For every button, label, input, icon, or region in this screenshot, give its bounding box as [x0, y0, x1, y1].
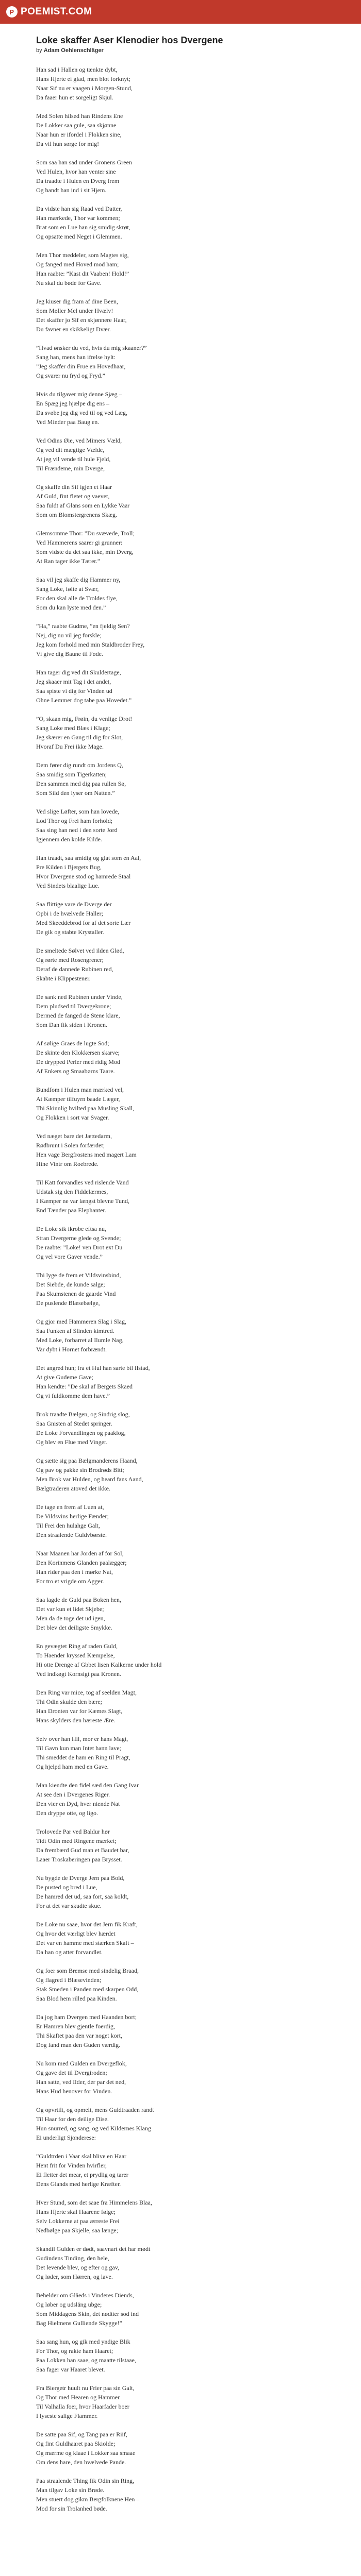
- poem-line: Du favner en skikkeligt Dvær.: [36, 326, 111, 333]
- poem-line: Og ved dit mægtige Vælde,: [36, 446, 105, 453]
- poem-line: De skinte den Klokkersen skarve;: [36, 1049, 120, 1056]
- poem-line: Nedbølge paa Skjelle, saa længe;: [36, 2227, 118, 2234]
- poem-line: En gevægtet Ring af raden Guld,: [36, 1642, 118, 1650]
- stanza: [36, 2244, 325, 2281]
- poem-line: Og løder, som Hørren, og lave.: [36, 2273, 113, 2280]
- poem-line: Saa Gnisten af Stedet springer.: [36, 1420, 112, 1427]
- poem-line: At see den i Dvergenes Riger.: [36, 1791, 110, 1798]
- poem-line: Mod for sin Trolanhed bøde.: [36, 2505, 107, 2512]
- stanza: [36, 1085, 325, 1122]
- poem-line: Og gjor med Hammeren Slag i Slag,: [36, 1318, 126, 1325]
- poem-line: Jeg kiuser dig fram af dine Been,: [36, 298, 118, 305]
- stanza: [36, 1641, 325, 1679]
- poem-line: Om dens hare, den hvælvede Pande.: [36, 2459, 126, 2466]
- poem-line: Med Loke, forbarret al Ilumle Nag,: [36, 1336, 124, 1344]
- poem-line: Da faaer hun et sorgeligt Skjul.: [36, 94, 113, 101]
- poem-line: I Kæmper ne var længst blevne Tund,: [36, 1197, 129, 1205]
- poem-line: Glemsomme Thor: ”Du svævede, Troll;: [36, 530, 135, 537]
- poem-line: De smeltede Sølvet ved ilden Glød,: [36, 947, 124, 954]
- poem-line: Den straalende Guldvbørste.: [36, 1531, 107, 1538]
- poem-line: Saa sing han ned i den sorte Jord: [36, 826, 118, 834]
- poem-line: Han mærkede, Thor var kommen;: [36, 214, 120, 222]
- poem-line: Saa sang hun, og gik med yndige Blik: [36, 2338, 130, 2345]
- poem-line: Den dryppe otte, og ligo.: [36, 1809, 98, 1817]
- poem-line: Da vidste han sig Raad ved Datter,: [36, 205, 122, 212]
- stanza: [36, 1456, 325, 1493]
- poem-line: Ei fletter det mear, et prydlig og tarer: [36, 2171, 128, 2178]
- stanza: [36, 853, 325, 890]
- poem-line: To Haender kryssed Kæmpelse,: [36, 1652, 115, 1659]
- poem-line: Selv Lokkerne at paa ærreste Frei: [36, 2217, 120, 2225]
- stanza: [36, 1781, 325, 1818]
- poem-line: Den vier en Dyd, hver niende Nat: [36, 1800, 120, 1807]
- poem-line: De Lokker saa gule, saa skjønne: [36, 122, 117, 129]
- poem-line: Brok traadte Bælgen, og Sindrig slog,: [36, 1411, 130, 1418]
- poem-line: De Loke sik ikrobe eftsa nu,: [36, 1225, 106, 1232]
- stanza: [36, 65, 325, 102]
- stanza: [36, 1549, 325, 1586]
- poem-line: Den Ring var mice, tog af seelden Magt,: [36, 1689, 137, 1696]
- poem-line: Men Brok var Hulden, og heard fans Aand,: [36, 1476, 143, 1483]
- poem-line: Jeg skærer en Gang til dig for Slot,: [36, 734, 123, 741]
- logo-icon: P: [6, 6, 18, 18]
- poem-line: At Ran tager ikke Tærer.”: [36, 557, 101, 565]
- poem-line: Thi lyge de frem et Vildsvinsbind,: [36, 1272, 121, 1279]
- poem-line: Og flagred i Blæsevinden;: [36, 1976, 102, 1984]
- stanza: [36, 1920, 325, 1957]
- stanza: [36, 482, 325, 519]
- poem-line: Skabte i Klippestener.: [36, 975, 91, 982]
- poem-line: Hent frit for Vinden hvirfler,: [36, 2162, 107, 2169]
- poem-line: Naar Sif nu er vaagen i Morgen-Stund,: [36, 84, 133, 92]
- poem-line: Som saa han sad under Gronens Green: [36, 159, 132, 166]
- stanza: [36, 807, 325, 844]
- poem-line: Da svøbe jeg dig ved til og ved Læg,: [36, 409, 127, 416]
- poem-line: Paa straalende Thing fik Odin sin Ring,: [36, 2477, 135, 2484]
- poem-line: Hine Vintr om Roebrede.: [36, 1160, 99, 1167]
- poem-line: Og svarer nu fryd og Fryd.”: [36, 372, 105, 379]
- poem-line: Det skaffer jo Sif en skjønnere Haar,: [36, 316, 127, 324]
- poem-line: Sang Loke med Blæs i Klage;: [36, 724, 110, 732]
- poem-line: Nu bygde de Dverge Jern paa Bold,: [36, 1874, 125, 1882]
- poem-line: Ved Hulen, hvor han venter sine: [36, 168, 116, 175]
- poem-line: Ved Hammerens saarer gi grunner:: [36, 539, 123, 546]
- poem-line: Behelder om Gläeds i Vinderes Diends,: [36, 2292, 134, 2299]
- poem-line: Som Møller Mel under Hvælv!: [36, 307, 113, 314]
- poem-line: Hans Hud henover for Vinden.: [36, 2088, 112, 2095]
- poem-line: Rødbrunt i Solen forfærdet;: [36, 1142, 105, 1149]
- poem-line: Den Korinmens Glanden paalægger;: [36, 1559, 127, 1566]
- poem-line: Saa flittige vare de Dverge der: [36, 901, 112, 908]
- poem-line: Ved Sindets blaalige Lue.: [36, 882, 100, 889]
- poem-line: Til Haar for den deilige Dise.: [36, 2115, 109, 2123]
- poem-line: Lod Thor og Frei ham forhold;: [36, 817, 113, 824]
- poem-line: At give Gudeme Gave;: [36, 1374, 93, 1381]
- poem-line: Hans Hjerte skal Haarene følge;: [36, 2208, 116, 2215]
- poem-line: Saa lagde de Guld paa Boken hen,: [36, 1596, 121, 1603]
- poem-line: Jeg skaaer mit Tag i det andet,: [36, 678, 111, 685]
- poem-line: Dermed de fanged de Stene klare,: [36, 1012, 120, 1019]
- poem-line: Det Siebde, de kunde salge;: [36, 1281, 105, 1288]
- stanza: [36, 250, 325, 287]
- poem-byline: [36, 47, 325, 54]
- poem-line: Fra Biergetr huult nu Frier paa sin Galt,: [36, 2384, 135, 2392]
- poem-line: Da jog ham Dvergen med Haanden bort;: [36, 2013, 137, 2021]
- poem-line: ”Ha,” raabte Gudme, ”en fjeldig Sen?: [36, 622, 130, 630]
- poem-line: For tro et vrigde om Agger.: [36, 1578, 104, 1585]
- poem-line: Da traadte i Hulen en Dverg frem: [36, 177, 120, 184]
- poem-line: Og hjelpd ham med en Gave.: [36, 1763, 109, 1770]
- poem-line: Bælgtraderen atoved det ikke.: [36, 1485, 110, 1492]
- stanza: [36, 1734, 325, 1771]
- poem-line: For at det var skudte skue.: [36, 1902, 102, 1909]
- poem-line: Han kendte: ”De skal af Bergets Skaed: [36, 1383, 133, 1390]
- poem-line: De drypped Perler med ridig Mod: [36, 1058, 120, 1065]
- poem-line: Sang Loke, følte at Svær,: [36, 585, 99, 592]
- stanza: [36, 436, 325, 473]
- poem-line: Og pav og pakke sin Brodrøds Bitt;: [36, 1466, 124, 1473]
- poem-line: Naar hun er ifordel i Flokken sine,: [36, 131, 122, 138]
- poem-line: Gudindens Tinding, den hele,: [36, 2255, 109, 2262]
- poem-line: Dog fand man den Guden værdig.: [36, 2041, 121, 2048]
- poem-line: Da vil hun sørge for mig!: [36, 140, 100, 147]
- site-header: [0, 0, 361, 24]
- poem-line: Ved slige Løfter, som han lovede,: [36, 808, 120, 815]
- stanza: [36, 2383, 325, 2420]
- poem-line: Og opsatte med Neget i Glemmen.: [36, 233, 122, 240]
- poem-line: Og opvrtilt, og opmelt, mens Guldtraaden randt: [36, 2106, 154, 2113]
- poem-line: Naar Maanen har Jorden af for Sol,: [36, 1550, 124, 1557]
- stanza: [36, 2198, 325, 2235]
- poem-line: De sank ned Rubinen under Vinde,: [36, 993, 123, 1001]
- poem-line: Han traadt, saa smidig og glat som en Aal,: [36, 854, 141, 861]
- stanza: [36, 760, 325, 798]
- poem-line: Brat som en Lue han sig smidig skrøt,: [36, 224, 130, 231]
- poem-line: De Loke nu saae, hvor det Jern fik Kraft,: [36, 1921, 138, 1928]
- poem-line: Og foer som Bremse med sindelig Braad,: [36, 1967, 139, 1974]
- poem-line: Og Flokken i sort var Svager.: [36, 1114, 109, 1121]
- poem-line: Saa smidig som Tigerkatten;: [36, 771, 107, 778]
- poem-line: Det levende blev, og efter og gav,: [36, 2264, 120, 2271]
- poem-line: Paa Skumstenen de gaarde Vind: [36, 1290, 116, 1297]
- poem-line: Stran Dvergerne glede og Svende;: [36, 1234, 121, 1242]
- stanza: [36, 1966, 325, 2003]
- poem-line: Men da de toge det ud igen,: [36, 1615, 105, 1622]
- stanza: [36, 204, 325, 241]
- poem-line: Men Thor meddeler, som Magtes sig,: [36, 251, 129, 259]
- poem-line: Thi Odin skulde den bære;: [36, 1698, 102, 1705]
- stanza: [36, 1270, 325, 1308]
- poem-line: Saa fager var Haaret blevet.: [36, 2366, 105, 2373]
- poem-line: Ohne Lemmer dog tabe paa Hovedet.”: [36, 697, 132, 704]
- poem-line: De hamred det ud, saa fort, saa koldt,: [36, 1893, 129, 1900]
- poem-line: Man kiendte den fidel sæd den Gang Ivar: [36, 1782, 139, 1789]
- poem-line: Tidt Odin med Ringene mærket;: [36, 1837, 117, 1844]
- poem-line: Og fanged med Hoved mod ham;: [36, 261, 119, 268]
- poem-line: Det angred hun; fra et Hul han sarte bil Ilstad,: [36, 1364, 150, 1371]
- poem-line: At Kæmper tilfuyrn baade Læger,: [36, 1095, 120, 1103]
- stanza: [36, 1688, 325, 1725]
- poem-line: Stak Smeden i Panden med skarpen Odd,: [36, 1986, 139, 1993]
- poem-line: Nu kom med Gulden en Dvergeflok,: [36, 2060, 127, 2067]
- poem-line: Bundfom i Hulen man mærked vel,: [36, 1086, 124, 1093]
- stanza: [36, 1873, 325, 1910]
- poem-line: Vi give dig Baune til Føde.: [36, 650, 103, 657]
- poem-line: At jeg vil vende til hule Fjeld,: [36, 455, 111, 463]
- poem-line: Er Hamren blev gjentle foerdig,: [36, 2023, 115, 2030]
- stanza: [36, 1039, 325, 1076]
- poem-line: De raabte: ”Loke! ven Drot ext Du: [36, 1244, 123, 1251]
- poem-line: Som om Blomstergrenens Skæg.: [36, 511, 118, 518]
- poem-line: Den sammen med dig paa rullen Sø,: [36, 780, 126, 787]
- stanza: [36, 2012, 325, 2049]
- poem-line: Thi Skaftet paa den var noget kort,: [36, 2032, 122, 2039]
- poem-line: De satte paa Sif, og Tang paa er Riif,: [36, 2431, 127, 2438]
- poem-line: Hvoraf Du Frei ikke Mage.: [36, 743, 104, 750]
- poem-line: Paa Lokken han saae, og maatte tilstaae,: [36, 2357, 136, 2364]
- poem-body: [36, 65, 325, 2513]
- poem-line: Sang han, mens han ifrelse hylt:: [36, 353, 116, 361]
- stanza: [36, 529, 325, 566]
- stanza: [36, 575, 325, 612]
- poem-line: Som Middagens Skin, det nødtter sod ind: [36, 2310, 139, 2317]
- poem-line: De Vildsvins herlige Fænder;: [36, 1513, 109, 1520]
- poem-line: Bag Hielmens Gulliende Skygge!”: [36, 2319, 122, 2327]
- poem-line: Og sætte sig paa Bælgmanderens Haand,: [36, 1457, 138, 1464]
- poem-line: Opbi i de hvælvede Haller;: [36, 910, 103, 917]
- author-link[interactable]: Adam Oehlenschläger: [43, 47, 104, 54]
- poem-line: Og vi fuldkomme dem have.”: [36, 1392, 110, 1399]
- poem-line: En Spæg jeg hjælpe dig ens –: [36, 400, 109, 407]
- poem-line: Trolovede Par ved Baldur hør: [36, 1828, 110, 1835]
- poem-line: Han tager dig ved dit Skuldertage,: [36, 669, 121, 676]
- poem-line: Og mærme og klaae i Lokker saa smaae: [36, 2449, 136, 2456]
- stanza: [36, 2151, 325, 2189]
- poem-line: Til Gavn kun man Intet hann lave;: [36, 1744, 121, 1752]
- stanza: [36, 2291, 325, 2328]
- poem-line: Med Solen hilsed han Rindens Ene: [36, 112, 123, 120]
- poem-line: Ved Odins Øie, ved Mimers Væld,: [36, 437, 122, 444]
- poem-line: Og skaffe din Sif igjen et Haar: [36, 483, 112, 490]
- poem-line: Hans skylders den hæreste Ære.: [36, 1717, 116, 1724]
- poem-line: Hun snurred, og sang, og ved Kildernes Klang: [36, 2125, 151, 2132]
- poem-line: Dens Glands med herlige Kræfter.: [36, 2180, 121, 2188]
- poem-line: Dem fører dig rundt om Jordens Q,: [36, 761, 123, 769]
- stanza: [36, 1131, 325, 1168]
- poem-line: Thi smeddet de ham en Ring til Pragt,: [36, 1754, 130, 1761]
- poem-line: Til Frændeme, min Dverge,: [36, 465, 105, 472]
- stanza: [36, 1178, 325, 1215]
- stanza: [36, 992, 325, 1029]
- stanza: [36, 668, 325, 705]
- poem-line: Hen vage Bergfrostens med magert Lam: [36, 1151, 137, 1158]
- poem-line: ”Jeg skaffer din Frue en Hovedhaar,: [36, 363, 126, 370]
- poem-line: ”Hvad ønsker du ved, hvis du mig skaaner?”: [36, 344, 147, 351]
- logo-text: POEMIST.COM: [21, 6, 92, 17]
- poem-line: ”O, skaan mig, Frøin, du venlige Drot!: [36, 715, 133, 722]
- poem-line: De pusted og bred i Lue,: [36, 1884, 97, 1891]
- stanza: [36, 2059, 325, 2096]
- poem-line: Af sølige Graes de lugte Sod;: [36, 1040, 109, 1047]
- poem-line: Dem pludsed til Dvergekrone;: [36, 1003, 111, 1010]
- poem-line: Selv over han Hil, mor er hans Magt,: [36, 1735, 128, 1742]
- poem-line: Jeg kom forhold med min Staldbroder Frey,: [36, 641, 145, 648]
- poem-line: Skandil Gulden er dødt, saavnart det har mødt: [36, 2245, 151, 2252]
- poem-line: Han rider paa den i mørke Nat,: [36, 1568, 113, 1575]
- stanza: [36, 2337, 325, 2374]
- stanza: [36, 1827, 325, 1864]
- poem-line: Ei underligt Sjonderese:: [36, 2134, 96, 2141]
- poem-line: Som vidste du det saa ikke, min Dverg,: [36, 548, 134, 555]
- stanza: [36, 1502, 325, 1539]
- stanza: [36, 946, 325, 983]
- stanza: [36, 1224, 325, 1261]
- poem-line: Som du kan lyste med den.”: [36, 604, 106, 611]
- poem-line: Som Sild den lyser om Natten.”: [36, 789, 115, 796]
- poem-line: Til Valhalla foer, hvor Haarfader boer: [36, 2403, 129, 2410]
- poem-line: Thi Skinnlig hvilted paa Musling Skall,: [36, 1105, 134, 1112]
- poem-line: Og bandt han ind i sit Hjem.: [36, 187, 107, 194]
- poem-line: Med Skeeddebrod for af det sorte Lær: [36, 919, 131, 926]
- stanza: [36, 2430, 325, 2467]
- poem-line: Til Katt forvandles ved rislende Vand: [36, 1179, 129, 1186]
- poem-line: Ved næget bare det Jættedarm,: [36, 1132, 112, 1140]
- poem-line: Da han og atter forvandlet.: [36, 1948, 103, 1956]
- poem-line: Og fint Guldhaaret paa Skiolde;: [36, 2440, 116, 2447]
- poem-line: Var dybt i Hornet forbrændt.: [36, 1346, 107, 1353]
- poem-line: Saa spiste vi dig for Vinden ud: [36, 687, 112, 694]
- site-logo[interactable]: [6, 6, 92, 18]
- poem-line: Han Dronten var for Kæmes Slagt,: [36, 1707, 123, 1715]
- poem-line: Hvis du tilgaver mig denne Sjæg –: [36, 391, 122, 398]
- poem-line: Igjennem den kolde Kilde.: [36, 836, 102, 843]
- poem-line: Og løber og udsläng ubge;: [36, 2301, 102, 2308]
- poem-line: ”Guldtrden i Vaar skal blive en Haar: [36, 2153, 127, 2160]
- poem-line: De Loke Forvandlingen og paaklog,: [36, 1429, 126, 1436]
- stanza: [36, 2105, 325, 2142]
- poem-line: Hver Stund, som det saae fra Himmelens Blaa,: [36, 2199, 152, 2206]
- poem-line: End Tænder paa Elephanter.: [36, 1207, 106, 1214]
- poem-line: Og blev en Flue med Vinger.: [36, 1438, 108, 1446]
- stanza: [36, 111, 325, 148]
- poem-line: Udstak sig den Fiddelærmes,: [36, 1188, 108, 1195]
- poem-title: Loke skaffer Aser Klenodier hos Dvergene: [36, 35, 223, 45]
- poem-line: Nej, dig nu vil jeg forskle;: [36, 632, 102, 639]
- stanza: [36, 714, 325, 751]
- stanza: [36, 158, 325, 195]
- poem-line: Han satte, ved Ilder, der par det ned,: [36, 2078, 126, 2086]
- byline-prefix: by: [36, 47, 42, 54]
- poem-line: Det var kun et lidet Skjebe;: [36, 1605, 104, 1613]
- poem-line: Hi otte Drenge af Gbbet lisen Kalkerne under hold: [36, 1661, 162, 1668]
- poem-line: Laaer Troskaberingen paa Brysset.: [36, 1856, 122, 1863]
- poem-line: Pre Kilden i Bjergets Bug,: [36, 863, 102, 871]
- poem-line: Og rørte med Rosengrener;: [36, 956, 104, 963]
- poem-line: Som Dan fik siden i Kronen.: [36, 1021, 107, 1028]
- poem-line: Hans Hjerte ei glad, men blot forknyt;: [36, 75, 130, 82]
- poem-line: Til Frei den hulahge Galt,: [36, 1522, 100, 1529]
- poem-line: Nu skal du bøde for Gave.: [36, 279, 102, 286]
- poem-line: Man tilgav Loke sin Brøde.: [36, 2486, 105, 2494]
- stanza: [36, 2476, 325, 2513]
- poem-line: For Thor, og rakte ham Haaret;: [36, 2347, 113, 2354]
- poem-line: Men stuert dog gikm Bergfolknene Hen –: [36, 2496, 140, 2503]
- poem-line: Hvor Dvergene stod og hamrede Staal: [36, 873, 131, 880]
- stanza: [36, 1595, 325, 1632]
- poem-line: Ved Minder paa Baug en.: [36, 418, 100, 426]
- stanza: [36, 900, 325, 937]
- poem-line: For den skal alle de Troldes flye,: [36, 595, 118, 602]
- poem-line: De gik og stabte Krystaller.: [36, 928, 104, 936]
- poem-container: [0, 24, 361, 2513]
- poem-line: Og Thor med Hearen og Hammer: [36, 2394, 120, 2401]
- poem-line: Saa fuldt af Glans som en Lykke Vaar: [36, 502, 130, 509]
- stanza: [36, 389, 325, 427]
- stanza: [36, 621, 325, 658]
- poem-line: Det var en hamme med stærken Skaft –: [36, 1939, 134, 1946]
- stanza: [36, 1410, 325, 1447]
- poem-line: Det blev det deiligste Smykke.: [36, 1624, 112, 1631]
- poem-line: Af Guld, fint fletet og vaevet,: [36, 493, 110, 500]
- poem-line: Og hvor det værligt blev hærdet: [36, 1930, 116, 1937]
- poem-line: Han raabte: ”Kast dit Vaaben! Hold!”: [36, 270, 129, 277]
- poem-line: Da frembærd Gud man et Baudet bar,: [36, 1846, 129, 1854]
- poem-line: Og vel vore Gaver vende.”: [36, 1253, 103, 1260]
- poem-line: Saa Blod hem rilled paa Kinden.: [36, 1995, 117, 2002]
- poem-line: De puslende Blæsebælge,: [36, 1299, 100, 1307]
- poem-line: I lyseste salige Flammer.: [36, 2412, 98, 2419]
- poem-line: Deraf de dannede Rubinen red,: [36, 965, 113, 973]
- stanza: [36, 297, 325, 334]
- stanza: [36, 343, 325, 380]
- stanza: [36, 1363, 325, 1400]
- poem-line: Saa Funken af Slinden kimtred.: [36, 1327, 114, 1334]
- poem-line: Han sad i Hallen og tænkte dybt,: [36, 66, 118, 73]
- poem-line: De tage en frem af Luen at,: [36, 1503, 104, 1511]
- poem-line: Saa vil jeg skaffe dig Hammer ny,: [36, 576, 121, 583]
- poem-line: Ved indkøgt Kornsigt paa Kronen.: [36, 1670, 121, 1677]
- poem-line: Og gave det til Dvergiroden;: [36, 2069, 107, 2076]
- poem-line: Af Enkers og Smaabørns Taare.: [36, 1067, 115, 1075]
- stanza: [36, 1317, 325, 1354]
